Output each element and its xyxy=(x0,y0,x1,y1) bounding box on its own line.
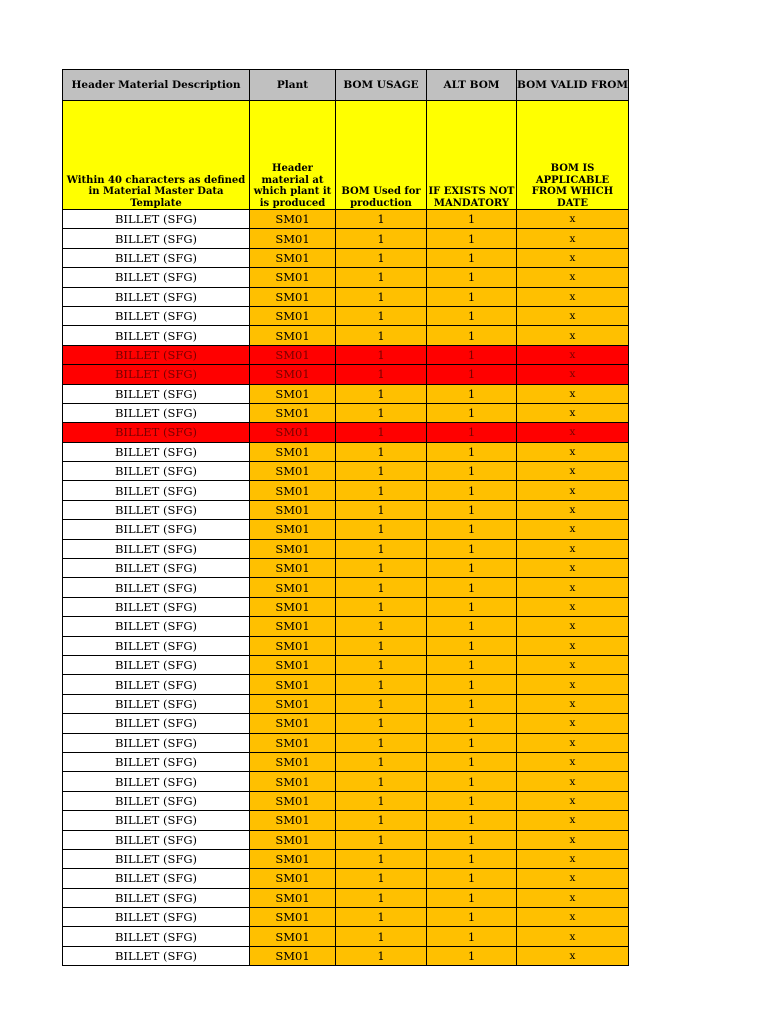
cell-bom-usage[interactable]: 1 xyxy=(336,423,427,442)
table-row xyxy=(63,384,629,403)
cell-material[interactable]: BILLET (SFG) xyxy=(63,210,250,229)
cell-material[interactable]: BILLET (SFG) xyxy=(63,714,250,733)
cell-bom-valid-from[interactable]: x xyxy=(517,849,629,868)
cell-bom-valid-from[interactable]: x xyxy=(517,462,629,481)
cell-alt-bom[interactable]: 1 xyxy=(427,869,517,888)
cell-plant[interactable]: SM01 xyxy=(250,520,336,539)
cell-alt-bom[interactable]: 1 xyxy=(427,675,517,694)
cell-bom-usage[interactable]: 1 xyxy=(336,946,427,965)
cell-bom-usage[interactable]: 1 xyxy=(336,210,427,229)
cell-bom-valid-from[interactable]: x xyxy=(517,287,629,306)
cell-plant[interactable]: SM01 xyxy=(250,655,336,674)
cell-alt-bom[interactable]: 1 xyxy=(427,423,517,442)
cell-plant[interactable]: SM01 xyxy=(250,830,336,849)
cell-bom-valid-from[interactable]: x xyxy=(517,714,629,733)
table-row xyxy=(63,268,629,287)
cell-bom-valid-from[interactable]: x xyxy=(517,888,629,907)
bom-sheet-table xyxy=(62,69,629,966)
desc-plant[interactable]: Header material at which plant it is produced xyxy=(250,101,336,210)
cell-alt-bom[interactable]: 1 xyxy=(427,462,517,481)
cell-material[interactable]: BILLET (SFG) xyxy=(63,287,250,306)
cell-bom-usage[interactable]: 1 xyxy=(336,908,427,927)
cell-plant[interactable]: SM01 xyxy=(250,462,336,481)
cell-bom-valid-from[interactable]: x xyxy=(517,500,629,519)
cell-bom-usage[interactable]: 1 xyxy=(336,617,427,636)
cell-bom-usage[interactable]: 1 xyxy=(336,733,427,752)
cell-bom-usage[interactable]: 1 xyxy=(336,927,427,946)
table-row xyxy=(63,326,629,345)
cell-material[interactable]: BILLET (SFG) xyxy=(63,578,250,597)
header-row xyxy=(63,70,629,101)
table-row xyxy=(63,617,629,636)
cell-bom-usage[interactable]: 1 xyxy=(336,481,427,500)
cell-bom-usage[interactable]: 1 xyxy=(336,849,427,868)
cell-plant[interactable]: SM01 xyxy=(250,229,336,248)
table-row xyxy=(63,365,629,384)
cell-bom-valid-from[interactable]: x xyxy=(517,229,629,248)
table-row xyxy=(63,559,629,578)
cell-plant[interactable]: SM01 xyxy=(250,927,336,946)
header-alt-bom[interactable]: ALT BOM xyxy=(427,70,517,101)
cell-alt-bom[interactable]: 1 xyxy=(427,520,517,539)
cell-alt-bom[interactable]: 1 xyxy=(427,365,517,384)
cell-bom-usage[interactable]: 1 xyxy=(336,791,427,810)
table-row xyxy=(63,811,629,830)
cell-bom-usage[interactable]: 1 xyxy=(336,462,427,481)
table-row xyxy=(63,229,629,248)
cell-material[interactable]: BILLET (SFG) xyxy=(63,306,250,325)
cell-plant[interactable]: SM01 xyxy=(250,714,336,733)
cell-material[interactable]: BILLET (SFG) xyxy=(63,462,250,481)
cell-plant[interactable]: SM01 xyxy=(250,384,336,403)
cell-plant[interactable]: SM01 xyxy=(250,306,336,325)
cell-plant[interactable]: SM01 xyxy=(250,733,336,752)
cell-bom-usage[interactable]: 1 xyxy=(336,811,427,830)
cell-alt-bom[interactable]: 1 xyxy=(427,210,517,229)
cell-plant[interactable]: SM01 xyxy=(250,908,336,927)
table-row xyxy=(63,733,629,752)
cell-bom-valid-from[interactable]: x xyxy=(517,539,629,558)
cell-plant[interactable]: SM01 xyxy=(250,811,336,830)
cell-plant[interactable]: SM01 xyxy=(250,365,336,384)
cell-alt-bom[interactable]: 1 xyxy=(427,268,517,287)
cell-material[interactable]: BILLET (SFG) xyxy=(63,248,250,267)
table-row xyxy=(63,869,629,888)
table-row xyxy=(63,345,629,364)
cell-bom-usage[interactable]: 1 xyxy=(336,268,427,287)
cell-bom-valid-from[interactable]: x xyxy=(517,442,629,461)
cell-plant[interactable]: SM01 xyxy=(250,597,336,616)
table-row xyxy=(63,210,629,229)
cell-bom-usage[interactable]: 1 xyxy=(336,559,427,578)
cell-material[interactable]: BILLET (SFG) xyxy=(63,539,250,558)
cell-bom-valid-from[interactable]: x xyxy=(517,481,629,500)
header-bom-valid-from[interactable]: BOM VALID FROM xyxy=(517,70,629,101)
cell-bom-valid-from[interactable]: x xyxy=(517,908,629,927)
cell-alt-bom[interactable]: 1 xyxy=(427,229,517,248)
cell-plant[interactable]: SM01 xyxy=(250,559,336,578)
table-row xyxy=(63,481,629,500)
description-row xyxy=(63,101,629,210)
cell-material[interactable]: BILLET (SFG) xyxy=(63,500,250,519)
cell-material[interactable]: BILLET (SFG) xyxy=(63,675,250,694)
cell-bom-valid-from[interactable]: x xyxy=(517,403,629,422)
cell-plant[interactable]: SM01 xyxy=(250,403,336,422)
cell-alt-bom[interactable]: 1 xyxy=(427,636,517,655)
cell-material[interactable]: BILLET (SFG) xyxy=(63,811,250,830)
cell-bom-usage[interactable]: 1 xyxy=(336,636,427,655)
cell-bom-usage[interactable]: 1 xyxy=(336,830,427,849)
cell-bom-valid-from[interactable]: x xyxy=(517,306,629,325)
cell-plant[interactable]: SM01 xyxy=(250,268,336,287)
cell-bom-valid-from[interactable]: x xyxy=(517,520,629,539)
cell-alt-bom[interactable]: 1 xyxy=(427,830,517,849)
cell-material[interactable]: BILLET (SFG) xyxy=(63,733,250,752)
table-row xyxy=(63,520,629,539)
cell-bom-valid-from[interactable]: x xyxy=(517,927,629,946)
cell-material[interactable]: BILLET (SFG) xyxy=(63,229,250,248)
table-row xyxy=(63,539,629,558)
cell-bom-usage[interactable]: 1 xyxy=(336,384,427,403)
cell-plant[interactable]: SM01 xyxy=(250,578,336,597)
cell-material[interactable]: BILLET (SFG) xyxy=(63,520,250,539)
cell-bom-usage[interactable]: 1 xyxy=(336,772,427,791)
cell-alt-bom[interactable]: 1 xyxy=(427,908,517,927)
header-material-description[interactable]: Header Material Description xyxy=(63,70,250,101)
cell-material[interactable]: BILLET (SFG) xyxy=(63,365,250,384)
cell-alt-bom[interactable]: 1 xyxy=(427,326,517,345)
cell-bom-valid-from[interactable]: x xyxy=(517,384,629,403)
cell-bom-usage[interactable]: 1 xyxy=(336,520,427,539)
cell-plant[interactable]: SM01 xyxy=(250,772,336,791)
cell-material[interactable]: BILLET (SFG) xyxy=(63,772,250,791)
cell-bom-valid-from[interactable]: x xyxy=(517,655,629,674)
cell-bom-usage[interactable]: 1 xyxy=(336,306,427,325)
cell-bom-usage[interactable]: 1 xyxy=(336,326,427,345)
desc-bom-usage[interactable]: BOM Used for production xyxy=(336,101,427,210)
cell-material[interactable]: BILLET (SFG) xyxy=(63,849,250,868)
cell-bom-valid-from[interactable]: x xyxy=(517,248,629,267)
cell-bom-usage[interactable]: 1 xyxy=(336,578,427,597)
cell-material[interactable]: BILLET (SFG) xyxy=(63,869,250,888)
cell-alt-bom[interactable]: 1 xyxy=(427,287,517,306)
cell-bom-usage[interactable]: 1 xyxy=(336,365,427,384)
cell-material[interactable]: BILLET (SFG) xyxy=(63,423,250,442)
table-row xyxy=(63,462,629,481)
cell-plant[interactable]: SM01 xyxy=(250,539,336,558)
table-row xyxy=(63,500,629,519)
table-row xyxy=(63,442,629,461)
cell-plant[interactable]: SM01 xyxy=(250,481,336,500)
desc-alt-bom[interactable]: IF EXISTS NOT MANDATORY xyxy=(427,101,517,210)
cell-alt-bom[interactable]: 1 xyxy=(427,403,517,422)
cell-material[interactable]: BILLET (SFG) xyxy=(63,268,250,287)
table-row xyxy=(63,694,629,713)
cell-plant[interactable]: SM01 xyxy=(250,849,336,868)
table-row xyxy=(63,888,629,907)
cell-alt-bom[interactable]: 1 xyxy=(427,578,517,597)
cell-bom-valid-from[interactable]: x xyxy=(517,694,629,713)
cell-bom-valid-from[interactable]: x xyxy=(517,811,629,830)
cell-alt-bom[interactable]: 1 xyxy=(427,946,517,965)
cell-bom-valid-from[interactable]: x xyxy=(517,636,629,655)
cell-bom-usage[interactable]: 1 xyxy=(336,752,427,771)
cell-bom-usage[interactable]: 1 xyxy=(336,869,427,888)
cell-alt-bom[interactable]: 1 xyxy=(427,306,517,325)
cell-bom-valid-from[interactable]: x xyxy=(517,326,629,345)
cell-bom-usage[interactable]: 1 xyxy=(336,597,427,616)
table-row xyxy=(63,752,629,771)
cell-bom-usage[interactable]: 1 xyxy=(336,675,427,694)
cell-bom-valid-from[interactable]: x xyxy=(517,675,629,694)
cell-bom-valid-from[interactable]: x xyxy=(517,365,629,384)
cell-bom-valid-from[interactable]: x xyxy=(517,772,629,791)
table-row xyxy=(63,578,629,597)
cell-bom-valid-from[interactable]: x xyxy=(517,423,629,442)
cell-material[interactable]: BILLET (SFG) xyxy=(63,384,250,403)
cell-bom-usage[interactable]: 1 xyxy=(336,403,427,422)
table-row xyxy=(63,791,629,810)
cell-material[interactable]: BILLET (SFG) xyxy=(63,946,250,965)
cell-bom-usage[interactable]: 1 xyxy=(336,714,427,733)
table-row xyxy=(63,423,629,442)
cell-alt-bom[interactable]: 1 xyxy=(427,248,517,267)
cell-bom-usage[interactable]: 1 xyxy=(336,248,427,267)
cell-material[interactable]: BILLET (SFG) xyxy=(63,403,250,422)
cell-plant[interactable]: SM01 xyxy=(250,636,336,655)
cell-bom-valid-from[interactable]: x xyxy=(517,268,629,287)
cell-alt-bom[interactable]: 1 xyxy=(427,811,517,830)
cell-bom-usage[interactable]: 1 xyxy=(336,229,427,248)
table-row xyxy=(63,403,629,422)
table-row xyxy=(63,830,629,849)
header-plant[interactable]: Plant xyxy=(250,70,336,101)
cell-bom-valid-from[interactable]: x xyxy=(517,946,629,965)
cell-bom-valid-from[interactable]: x xyxy=(517,752,629,771)
cell-material[interactable]: BILLET (SFG) xyxy=(63,442,250,461)
table-row xyxy=(63,248,629,267)
cell-bom-valid-from[interactable]: x xyxy=(517,597,629,616)
cell-material[interactable]: BILLET (SFG) xyxy=(63,617,250,636)
cell-material[interactable]: BILLET (SFG) xyxy=(63,326,250,345)
cell-bom-valid-from[interactable]: x xyxy=(517,733,629,752)
cell-material[interactable]: BILLET (SFG) xyxy=(63,636,250,655)
cell-bom-valid-from[interactable]: x xyxy=(517,578,629,597)
table-row xyxy=(63,306,629,325)
cell-alt-bom[interactable]: 1 xyxy=(427,714,517,733)
cell-alt-bom[interactable]: 1 xyxy=(427,345,517,364)
cell-material[interactable]: BILLET (SFG) xyxy=(63,694,250,713)
cell-alt-bom[interactable]: 1 xyxy=(427,791,517,810)
cell-bom-valid-from[interactable]: x xyxy=(517,617,629,636)
cell-plant[interactable]: SM01 xyxy=(250,617,336,636)
cell-bom-valid-from[interactable]: x xyxy=(517,345,629,364)
cell-material[interactable]: BILLET (SFG) xyxy=(63,655,250,674)
cell-material[interactable]: BILLET (SFG) xyxy=(63,559,250,578)
cell-alt-bom[interactable]: 1 xyxy=(427,849,517,868)
cell-bom-valid-from[interactable]: x xyxy=(517,210,629,229)
cell-material[interactable]: BILLET (SFG) xyxy=(63,597,250,616)
cell-alt-bom[interactable]: 1 xyxy=(427,597,517,616)
cell-bom-valid-from[interactable]: x xyxy=(517,869,629,888)
cell-plant[interactable]: SM01 xyxy=(250,888,336,907)
cell-bom-usage[interactable]: 1 xyxy=(336,500,427,519)
desc-bom-valid-from[interactable]: BOM IS APPLICABLE FROM WHICH DATE xyxy=(517,101,629,210)
cell-alt-bom[interactable]: 1 xyxy=(427,655,517,674)
cell-plant[interactable]: SM01 xyxy=(250,675,336,694)
cell-alt-bom[interactable]: 1 xyxy=(427,694,517,713)
table-row xyxy=(63,772,629,791)
desc-material-description[interactable]: Within 40 characters as defined in Material Master Data Template xyxy=(63,101,250,210)
data-rows xyxy=(63,210,629,966)
cell-plant[interactable]: SM01 xyxy=(250,423,336,442)
cell-bom-usage[interactable]: 1 xyxy=(336,345,427,364)
cell-bom-usage[interactable]: 1 xyxy=(336,442,427,461)
cell-material[interactable]: BILLET (SFG) xyxy=(63,888,250,907)
cell-bom-usage[interactable]: 1 xyxy=(336,287,427,306)
cell-alt-bom[interactable]: 1 xyxy=(427,384,517,403)
cell-alt-bom[interactable]: 1 xyxy=(427,481,517,500)
table-row xyxy=(63,714,629,733)
header-bom-usage[interactable]: BOM USAGE xyxy=(336,70,427,101)
cell-material[interactable]: BILLET (SFG) xyxy=(63,345,250,364)
cell-plant[interactable]: SM01 xyxy=(250,694,336,713)
cell-alt-bom[interactable]: 1 xyxy=(427,559,517,578)
cell-material[interactable]: BILLET (SFG) xyxy=(63,830,250,849)
cell-alt-bom[interactable]: 1 xyxy=(427,617,517,636)
cell-plant[interactable]: SM01 xyxy=(250,345,336,364)
cell-alt-bom[interactable]: 1 xyxy=(427,539,517,558)
cell-bom-valid-from[interactable]: x xyxy=(517,559,629,578)
cell-alt-bom[interactable]: 1 xyxy=(427,500,517,519)
cell-plant[interactable]: SM01 xyxy=(250,210,336,229)
table-row xyxy=(63,636,629,655)
cell-material[interactable]: BILLET (SFG) xyxy=(63,908,250,927)
cell-plant[interactable]: SM01 xyxy=(250,248,336,267)
cell-plant[interactable]: SM01 xyxy=(250,791,336,810)
table-row xyxy=(63,287,629,306)
table-row xyxy=(63,849,629,868)
cell-alt-bom[interactable]: 1 xyxy=(427,927,517,946)
cell-plant[interactable]: SM01 xyxy=(250,752,336,771)
table-row xyxy=(63,597,629,616)
cell-plant[interactable]: SM01 xyxy=(250,869,336,888)
cell-alt-bom[interactable]: 1 xyxy=(427,442,517,461)
cell-plant[interactable]: SM01 xyxy=(250,287,336,306)
table-row xyxy=(63,908,629,927)
table-row xyxy=(63,675,629,694)
cell-alt-bom[interactable]: 1 xyxy=(427,772,517,791)
cell-plant[interactable]: SM01 xyxy=(250,946,336,965)
cell-plant[interactable]: SM01 xyxy=(250,326,336,345)
table-row xyxy=(63,655,629,674)
cell-material[interactable]: BILLET (SFG) xyxy=(63,752,250,771)
cell-plant[interactable]: SM01 xyxy=(250,442,336,461)
cell-material[interactable]: BILLET (SFG) xyxy=(63,927,250,946)
cell-bom-usage[interactable]: 1 xyxy=(336,655,427,674)
cell-material[interactable]: BILLET (SFG) xyxy=(63,481,250,500)
cell-alt-bom[interactable]: 1 xyxy=(427,752,517,771)
cell-bom-usage[interactable]: 1 xyxy=(336,539,427,558)
cell-bom-usage[interactable]: 1 xyxy=(336,888,427,907)
table-row xyxy=(63,946,629,965)
cell-alt-bom[interactable]: 1 xyxy=(427,733,517,752)
cell-bom-valid-from[interactable]: x xyxy=(517,830,629,849)
table-row xyxy=(63,927,629,946)
cell-material[interactable]: BILLET (SFG) xyxy=(63,791,250,810)
cell-plant[interactable]: SM01 xyxy=(250,500,336,519)
cell-bom-valid-from[interactable]: x xyxy=(517,791,629,810)
cell-alt-bom[interactable]: 1 xyxy=(427,888,517,907)
cell-bom-usage[interactable]: 1 xyxy=(336,694,427,713)
